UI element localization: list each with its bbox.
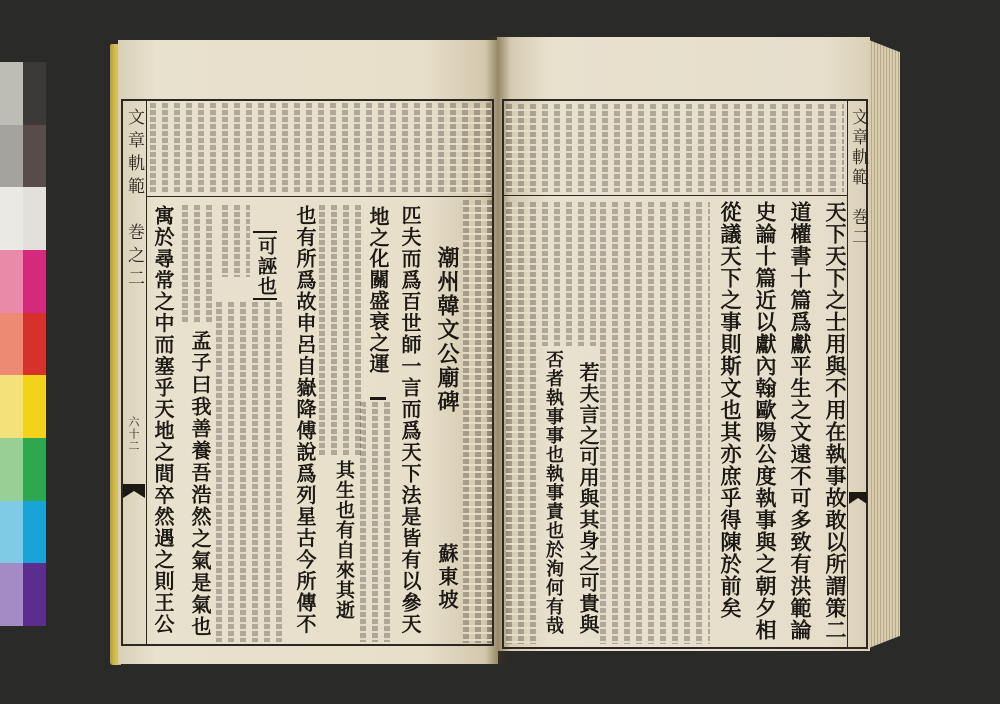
annotation-text-block — [319, 205, 363, 455]
main-text-column: 也有所爲故申呂自嶽降傅說爲列星古今所傳不 — [293, 205, 317, 635]
main-text-column: 否者執事事也執事責也於洵何有哉 — [543, 350, 564, 635]
left-page-margin-rule — [146, 99, 147, 646]
main-text-column: 若夫言之可用與其身之可貴與 — [576, 362, 600, 635]
color-patch — [23, 313, 46, 376]
running-title: 文章軌範 巻二 — [848, 108, 868, 248]
annotation-text-block — [182, 205, 216, 323]
annotation-text-block — [542, 202, 598, 346]
headnote-annotation-block — [150, 103, 491, 193]
color-patch — [0, 187, 23, 250]
annotation-text-block — [463, 200, 492, 643]
color-calibration-strip — [0, 62, 46, 626]
color-patch — [0, 125, 23, 188]
color-patch — [0, 438, 23, 501]
annotation-text-block — [506, 202, 540, 644]
main-text-column: 天下天下之士用與不用在執事故敢以所謂策二 — [823, 201, 848, 641]
color-patch — [23, 187, 46, 250]
bracket-mark — [253, 298, 277, 300]
bracket-mark — [253, 231, 277, 233]
annotation-text-block — [216, 302, 288, 642]
author-name: 蘇東坡 — [435, 543, 459, 612]
color-patch — [0, 563, 23, 626]
color-patch — [0, 250, 23, 313]
page-number: 六十二 — [127, 416, 140, 452]
left-headnote-rule — [146, 196, 494, 197]
color-patch — [0, 501, 23, 564]
color-patch — [23, 62, 46, 125]
page-stack-edge — [869, 40, 900, 648]
main-text-column: 史論十篇近以獻內翰歐陽公度執事與之朝夕相 — [753, 201, 778, 641]
main-text-column: 匹夫而爲百世師一言而爲天下法是皆有以參天 — [398, 205, 422, 635]
fishtail-mark-icon — [123, 484, 145, 502]
fishtail-mark-icon — [849, 492, 867, 508]
annotation-text-block — [222, 205, 250, 277]
main-text-column: 寓於尋常之中而塞乎天地之間卒然遇之則王公 — [151, 205, 175, 635]
color-patch — [23, 250, 46, 313]
headnote-annotation-block — [506, 104, 844, 192]
color-patch — [0, 313, 23, 376]
main-text-column: 地之化關盛衰之運 — [366, 206, 390, 374]
running-title: 文章軌範 巻之二 — [124, 108, 144, 292]
color-patch — [23, 563, 46, 626]
color-patch — [23, 125, 46, 188]
annotation-text-block — [600, 202, 710, 644]
main-text-column: 從議天下之事則斯文也其亦庶乎得陳於前矣 — [718, 201, 743, 619]
essay-title: 潮州韓文公廟碑 — [434, 246, 460, 414]
main-text-column: 其生也有自來其逝 — [333, 460, 355, 620]
right-headnote-rule — [502, 195, 847, 196]
main-text-column: 道權書十篇爲獻平生之文遠不可多致有洪範論 — [788, 201, 813, 641]
color-patch — [23, 438, 46, 501]
main-text-column: 可誣也 — [255, 236, 277, 296]
emphasis-bar — [370, 397, 386, 400]
main-text-column: 孟子曰我善養吾浩然之氣是氣也 — [188, 330, 212, 638]
color-patch — [0, 62, 23, 125]
color-patch — [23, 375, 46, 438]
color-patch — [23, 501, 46, 564]
annotation-text-block — [360, 402, 394, 642]
color-patch — [0, 375, 23, 438]
